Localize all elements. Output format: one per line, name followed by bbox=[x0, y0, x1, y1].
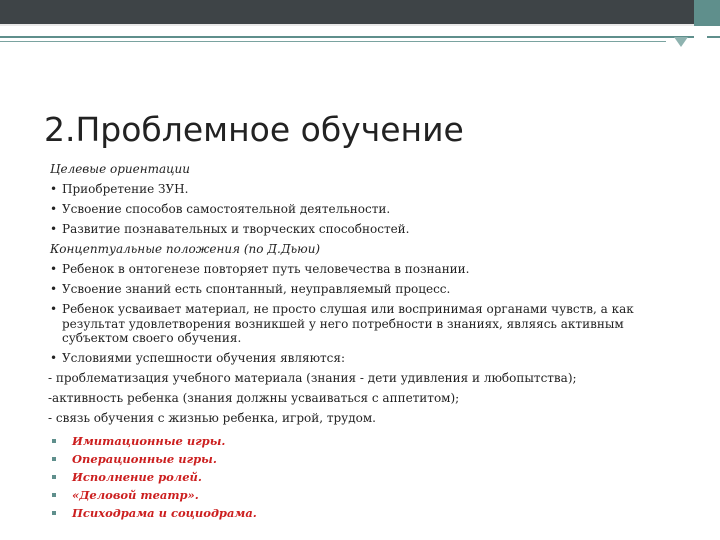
list-item bbox=[50, 259, 670, 279]
list-item bbox=[50, 199, 670, 219]
bullet-icon: • bbox=[50, 302, 58, 316]
bullet-icon: • bbox=[50, 282, 58, 296]
list-item-text: Приобретение ЗУН. bbox=[62, 182, 189, 196]
condition-item: -активность ребенка (знания должны усваиваться с аппетитом); bbox=[48, 390, 460, 405]
list-item-text: Усвоение знаний есть спонтанный, неуправляемый процесс. bbox=[62, 282, 451, 296]
method-text: «Деловой театр». bbox=[72, 487, 199, 502]
concept-heading: Концептуальные положения (по Д.Дьюи) bbox=[50, 242, 321, 256]
header-accent-block bbox=[694, 0, 720, 26]
header-triangle-icon bbox=[674, 37, 688, 47]
method-text: Имитационные игры. bbox=[72, 433, 226, 448]
header-dark-bar bbox=[0, 0, 694, 24]
method-item bbox=[50, 504, 670, 522]
bullet-icon: • bbox=[50, 202, 58, 216]
list-item-text: Усвоение способов самостоятельной деятельности. bbox=[62, 202, 391, 216]
bullet-icon: • bbox=[50, 350, 58, 365]
target-heading: Целевые ориентации bbox=[50, 162, 190, 176]
list-item-text: Условиями успешности обучения являются: bbox=[62, 350, 346, 365]
bullet-icon: • bbox=[50, 262, 58, 276]
method-item bbox=[50, 486, 670, 504]
square-bullet-icon bbox=[52, 511, 56, 515]
method-item bbox=[50, 468, 670, 486]
slide-body bbox=[50, 159, 670, 522]
method-text: Операционные игры. bbox=[72, 451, 217, 466]
method-text: Психодрама и социодрама. bbox=[72, 505, 257, 520]
bullet-icon: • bbox=[50, 182, 58, 196]
list-item bbox=[50, 219, 670, 239]
method-item bbox=[50, 432, 670, 450]
slide-title: 2.Проблемное обучение bbox=[44, 110, 464, 149]
header-thin-rule bbox=[0, 41, 666, 42]
list-item bbox=[50, 348, 670, 368]
condition-item: - связь обучения с жизнью ребенка, игрой, трудом. bbox=[48, 410, 376, 425]
list-item bbox=[50, 299, 670, 348]
method-item bbox=[50, 450, 670, 468]
list-item bbox=[50, 179, 670, 199]
list-item bbox=[50, 279, 670, 299]
bullet-icon: • bbox=[50, 222, 58, 236]
header-rule bbox=[0, 36, 694, 38]
list-item-text: Ребенок в онтогенезе повторяет путь человечества в познании. bbox=[62, 262, 470, 276]
square-bullet-icon bbox=[52, 475, 56, 479]
method-text: Исполнение ролей. bbox=[72, 469, 202, 484]
square-bullet-icon bbox=[52, 439, 56, 443]
condition-item: - проблематизация учебного материала (знания - дети удивления и любопытства); bbox=[48, 370, 577, 385]
header-rule-right bbox=[707, 36, 720, 38]
list-item-text: Ребенок усваивает материал, не просто слушая или воспринимая органами чувств, а как результат удовлетворения возникшей у него потребности в знаниях, являясь активным субъектом своего обучения. bbox=[62, 302, 634, 345]
list-item-text: Развитие познавательных и творческих способностей. bbox=[62, 222, 410, 236]
square-bullet-icon bbox=[52, 457, 56, 461]
square-bullet-icon bbox=[52, 493, 56, 497]
